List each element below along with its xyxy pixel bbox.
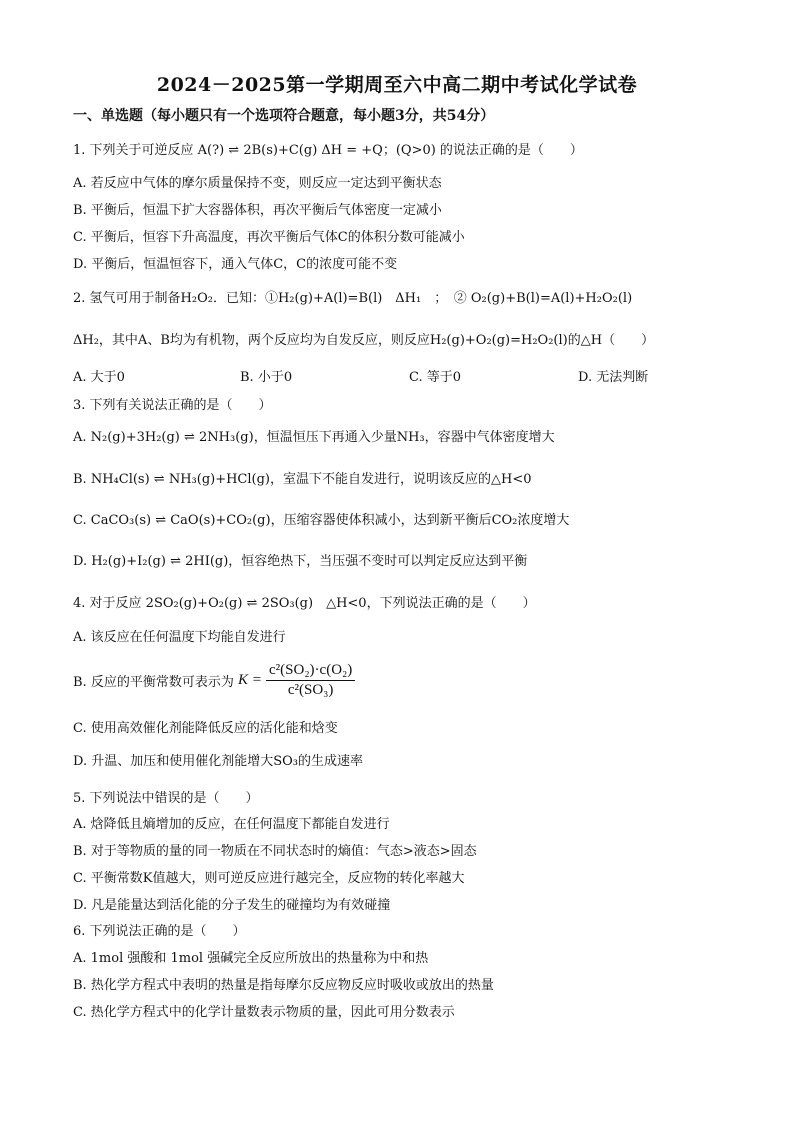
page-title: 2024－2025第一学期周至六中高二期中考试化学试卷 bbox=[156, 74, 638, 96]
q1-option-b: B. 平衡后，恒温下扩大容器体积，再次平衡后气体密度一定减小 bbox=[73, 203, 442, 218]
q2-options bbox=[73, 368, 733, 388]
q1-option-a: A. 若反应中气体的摩尔质量保持不变，则反应一定达到平衡状态 bbox=[73, 176, 442, 191]
q1-stem: 1. 下列关于可逆反应 A(?) ⇌ 2B(s)+C(g) ΔH = +Q；(Q>0) 的说法正确的是（ ） bbox=[73, 143, 583, 158]
q4-option-b bbox=[73, 662, 355, 699]
q3-option-b: B. NH₄Cl(s) ⇌ NH₃(g)+HCl(g)，室温下不能自发进行，说明该反应的△H<0 bbox=[73, 472, 532, 487]
q2-stem-line2: ΔH₂，其中A、B均为有机物，两个反应均为自发反应，则反应H₂(g)+O₂(g)=H₂O₂(l)的△H（ ） bbox=[73, 333, 655, 348]
q4-option-c: C. 使用高效催化剂能降低反应的活化能和焓变 bbox=[73, 721, 338, 736]
q2-option-c: C. 等于0 bbox=[409, 370, 462, 385]
q5-option-d: D. 凡是能量达到活化能的分子发生的碰撞均为有效碰撞 bbox=[73, 898, 391, 913]
q2-option-d: D. 无法判断 bbox=[578, 370, 649, 385]
q6-option-c: C. 热化学方程式中的化学计量数表示物质的量，因此可用分数表示 bbox=[73, 1005, 455, 1020]
q3-option-c: C. CaCO₃(s) ⇌ CaO(s)+CO₂(g)，压缩容器使体积减小，达到新平衡后CO₂浓度增大 bbox=[73, 513, 570, 528]
q6-option-b: B. 热化学方程式中表明的热量是指每摩尔反应物反应时吸收或放出的热量 bbox=[73, 978, 494, 993]
fraction-denominator: c²(SO₃) bbox=[287, 682, 334, 698]
q3-option-a: A. N₂(g)+3H₂(g) ⇌ 2NH₃(g)，恒温恒压下再通入少量NH₃，容器中气体密度增大 bbox=[73, 430, 555, 445]
q2-option-b: B. 小于0 bbox=[240, 370, 293, 385]
q3-stem: 3. 下列有关说法正确的是（ ） bbox=[73, 398, 272, 413]
q5-stem: 5. 下列说法中错误的是（ ） bbox=[73, 791, 259, 806]
q2-option-a: A. 大于0 bbox=[73, 370, 125, 385]
q3-option-d: D. H₂(g)+I₂(g) ⇌ 2HI(g)，恒容绝热下，当压强不变时可以判定反应达到平衡 bbox=[73, 554, 528, 569]
fraction-numerator: c²(SO₂)·c(O₂) bbox=[266, 662, 355, 681]
q4-option-a: A. 该反应在任何温度下均能自发进行 bbox=[73, 630, 286, 645]
q4-stem: 4. 对于反应 2SO₂(g)+O₂(g) ⇌ 2SO₃(g) △H<0，下列说法正确的是（ ） bbox=[73, 596, 536, 611]
equilibrium-constant-fraction bbox=[266, 662, 355, 699]
q4-option-d: D. 升温、加压和使用催化剂能增大SO₃的生成速率 bbox=[73, 754, 363, 769]
q2-stem-line1: 2. 氢气可用于制备H₂O₂．已知：①H₂(g)+A(l)=B(l) ΔH₁ ； ② O₂(g)+B(l)=A(l)+H₂O₂(l) bbox=[73, 291, 633, 306]
q1-option-c: C. 平衡后，恒容下升高温度，再次平衡后气体C的体积分数可能减小 bbox=[73, 230, 465, 245]
q5-option-b: B. 对于等物质的量的同一物质在不同状态时的熵值：气态>液态>固态 bbox=[73, 844, 477, 859]
q6-stem: 6. 下列说法正确的是（ ） bbox=[73, 924, 246, 939]
equilibrium-constant-symbol: K = bbox=[237, 672, 262, 688]
q5-option-c: C. 平衡常数K值越大，则可逆反应进行越完全，反应物的转化率越大 bbox=[73, 871, 465, 886]
q5-option-a: A. 焓降低且熵增加的反应，在任何温度下都能自发进行 bbox=[73, 817, 390, 832]
q4-option-b-prefix: B. 反应的平衡常数可表示为 bbox=[73, 675, 234, 690]
q1-option-d: D. 平衡后，恒温恒容下，通入气体C，C的浓度可能不变 bbox=[73, 257, 398, 272]
section-heading: 一、单选题（每小题只有一个选项符合题意，每小题3分，共54分） bbox=[73, 108, 495, 124]
q6-option-a: A. 1mol 强酸和 1mol 强碱完全反应所放出的热量称为中和热 bbox=[73, 951, 429, 966]
